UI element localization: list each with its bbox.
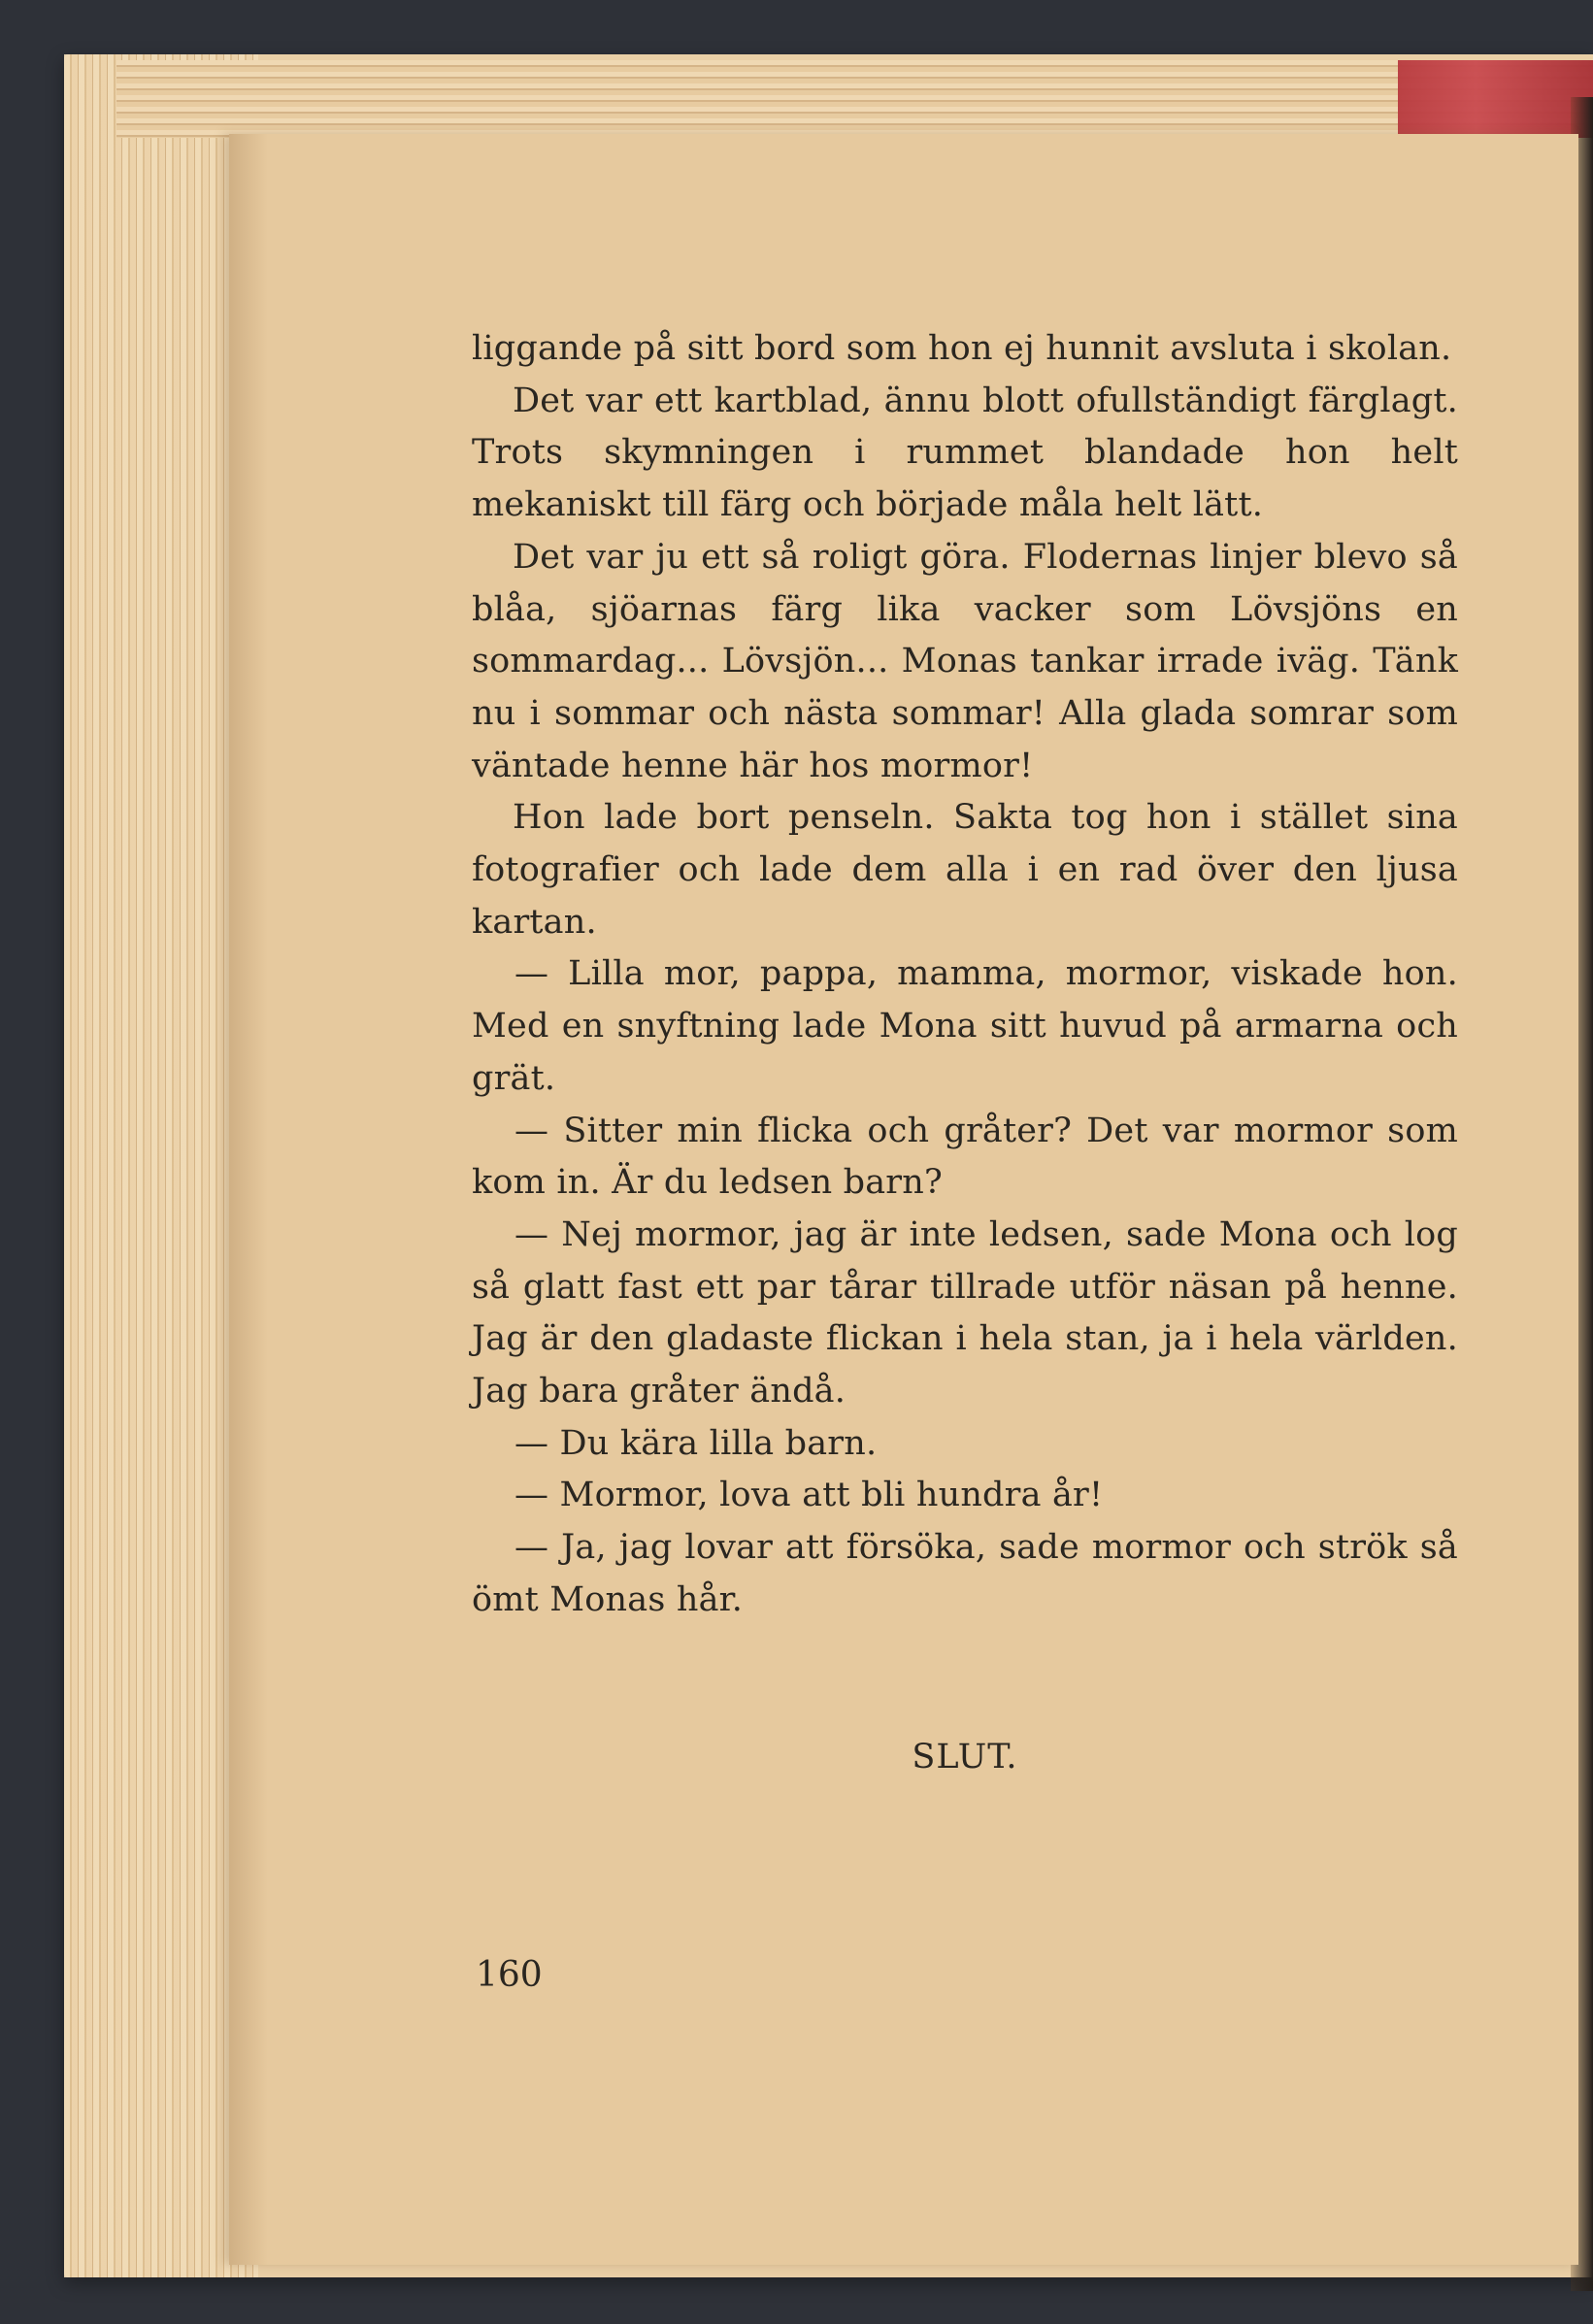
end-mark: SLUT. bbox=[912, 1738, 1018, 1776]
paragraph: Det var ju ett så roligt göra. Flodernas linjer blevo så blåa, sjöarnas färg lika vacker som Lövsjöns en sommardag... Lövsjön... Monas tankar irrade iväg. Tänk nu i sommar och nästa sommar! Alla glada somrar som väntade henne här hos mormor! bbox=[472, 537, 1458, 785]
dialogue-line: — Mormor, lova att bli hundra år! bbox=[514, 1476, 1104, 1515]
page-edges-top bbox=[116, 60, 1593, 138]
dialogue-line: — Sitter min flicka och gråter? Det var mormor som kom in. Är du ledsen barn? bbox=[472, 1111, 1458, 1203]
body-text bbox=[472, 323, 1458, 1627]
binding-cloth bbox=[1398, 60, 1593, 138]
paragraph: liggande på sitt bord som hon ej hunnit avsluta i skolan. bbox=[472, 329, 1452, 368]
paragraph: Det var ett kartblad, ännu blott ofullständigt färglagt. Trots skymningen i rummet blandade hon helt mekaniskt till färg och började måla helt lätt. bbox=[472, 381, 1458, 525]
dialogue-line: — Du kära lilla barn. bbox=[514, 1423, 878, 1463]
dialogue-line: — Lilla mor, pappa, mamma, mormor, viskade hon. Med en snyftning lade Mona sitt huvud på armarna och grät. bbox=[472, 954, 1458, 1098]
page-gutter-shadow bbox=[229, 134, 268, 2265]
dialogue-line: — Nej mormor, jag är inte ledsen, sade Mona och log så glatt fast ett par tårar tillrade utför näsan på henne. Jag är den gladaste flickan i hela stan, ja i hela världen. Jag bara gråter ändå. bbox=[472, 1214, 1458, 1411]
dialogue-line: — Ja, jag lovar att försöka, sade mormor och strök så ömt Monas hår. bbox=[472, 1528, 1458, 1619]
paragraph: Hon lade bort penseln. Sakta tog hon i stället sina fotografier och lade dem alla i en rad över den ljusa kartan. bbox=[472, 798, 1458, 942]
page-number: 160 bbox=[476, 1955, 543, 1995]
